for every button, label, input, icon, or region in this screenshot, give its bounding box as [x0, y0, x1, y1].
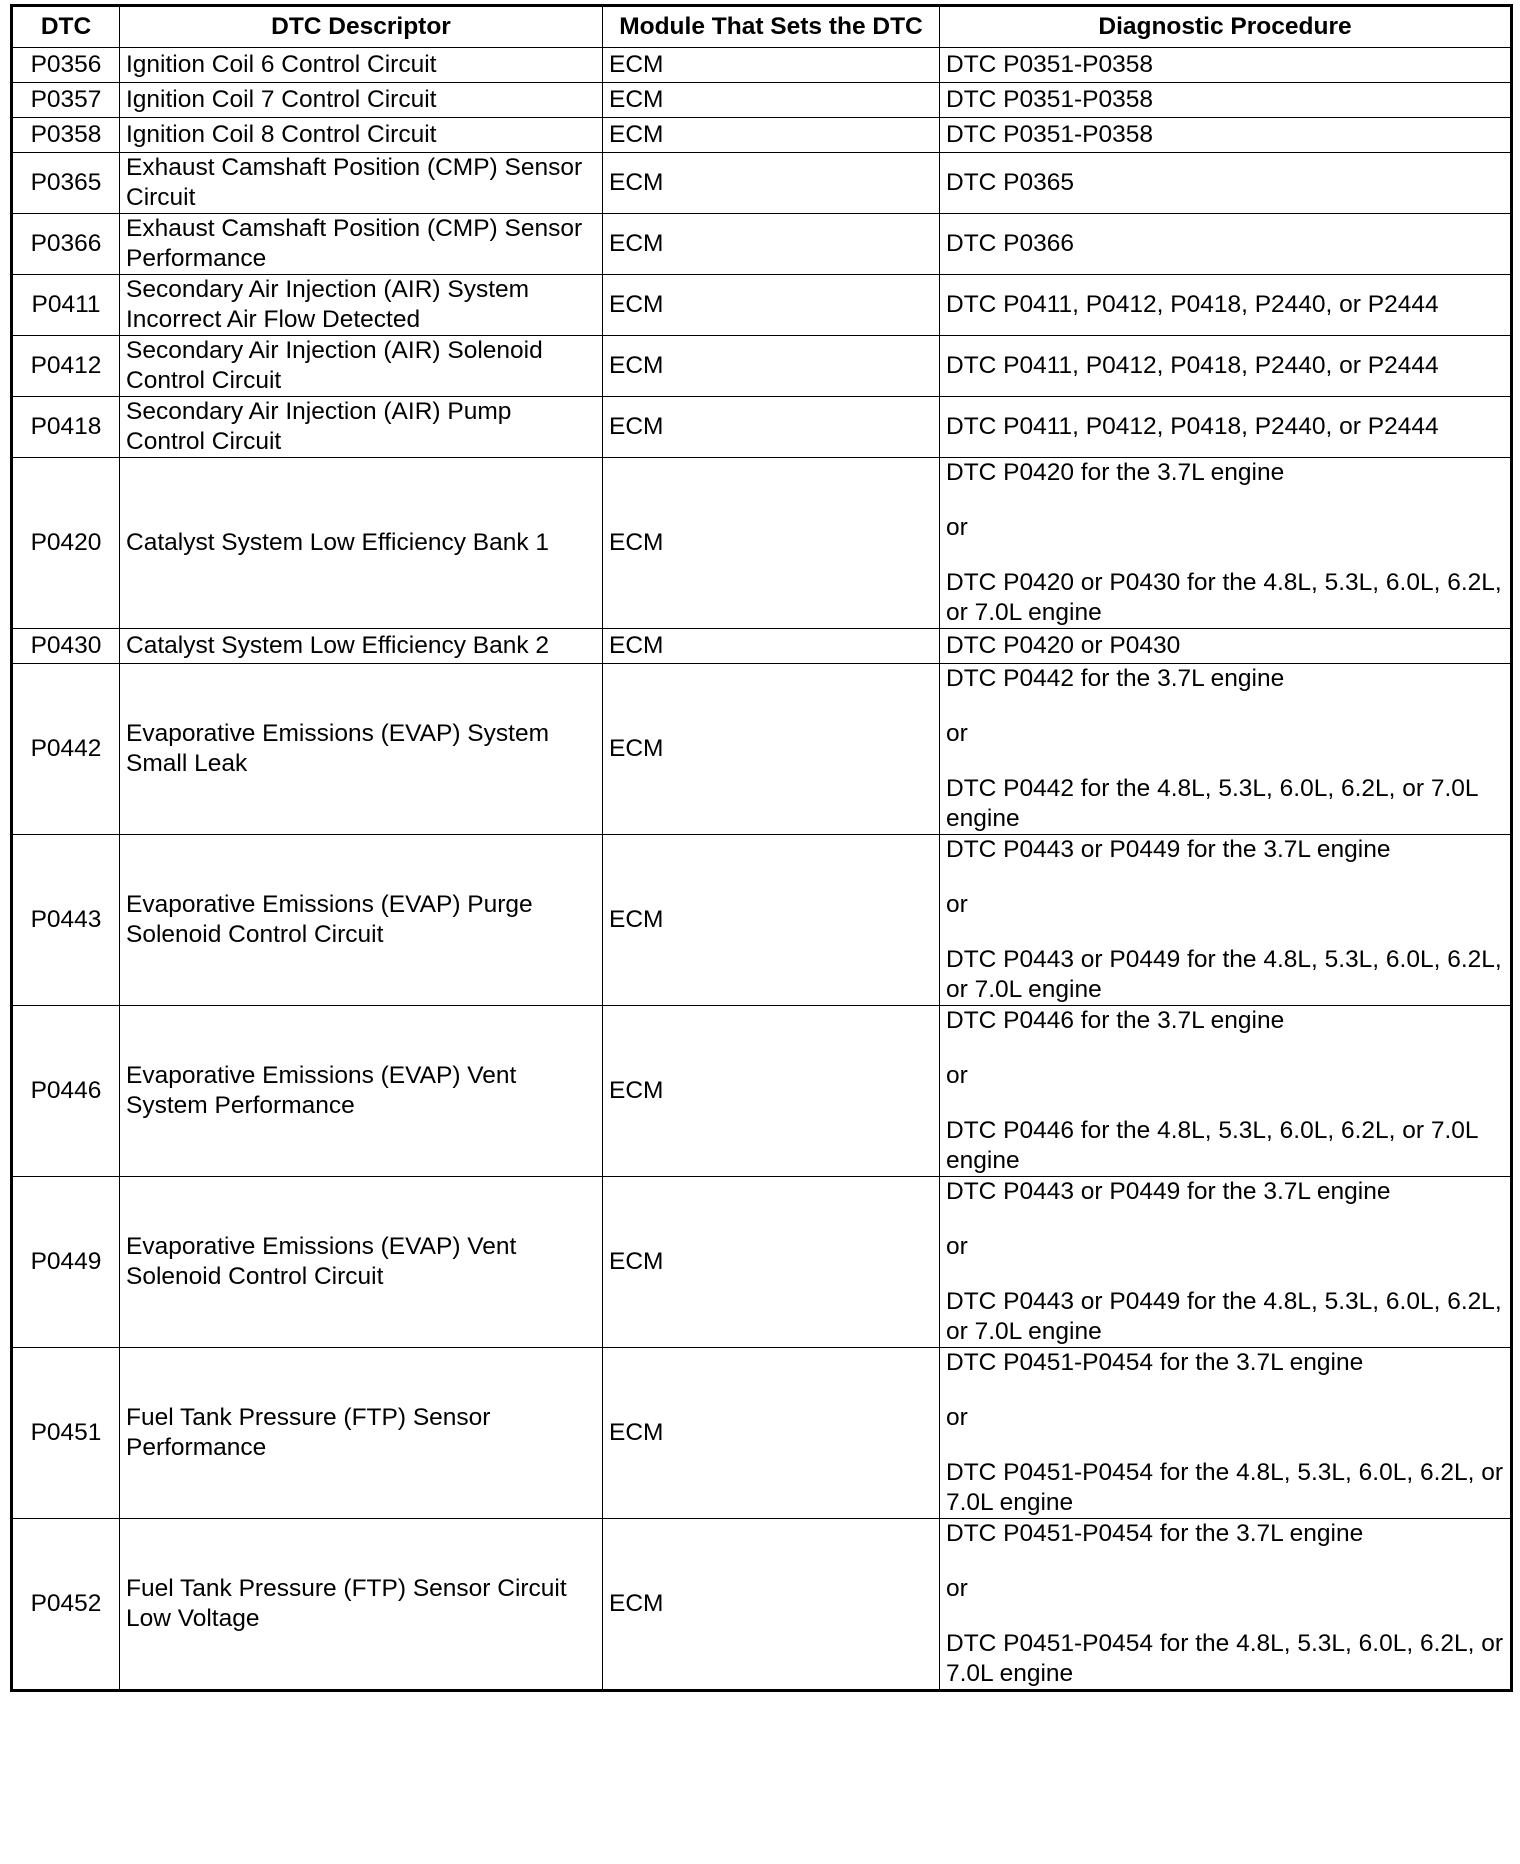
- procedure-line: DTC P0442 for the 3.7L engine: [946, 665, 1285, 692]
- procedure-line: DTC P0420 or P0430: [946, 632, 1181, 659]
- dtc-code-cell: P0357: [12, 83, 120, 118]
- procedure-line: DTC P0420 for the 3.7L engine: [946, 459, 1285, 486]
- paragraph-gap: [946, 1036, 1504, 1061]
- table-row: [12, 1348, 1512, 1519]
- procedure-line: or: [946, 1404, 968, 1431]
- diagnostic-procedure-cell: [940, 397, 1512, 458]
- paragraph-gap: [946, 1262, 1504, 1287]
- paragraph-gap: [946, 488, 1504, 513]
- diagnostic-procedure-cell: [940, 153, 1512, 214]
- table-row: [12, 83, 1512, 118]
- dtc-descriptor-cell: Evaporative Emissions (EVAP) Vent System Performance: [120, 1006, 603, 1177]
- dtc-descriptor-cell: Secondary Air Injection (AIR) System Incorrect Air Flow Detected: [120, 275, 603, 336]
- dtc-code-cell: P0446: [12, 1006, 120, 1177]
- table-row: [12, 397, 1512, 458]
- module-cell: ECM: [603, 1348, 940, 1519]
- procedure-line: DTC P0443 or P0449 for the 3.7L engine: [946, 1178, 1391, 1205]
- dtc-descriptor-cell: Ignition Coil 7 Control Circuit: [120, 83, 603, 118]
- paragraph-gap: [946, 543, 1504, 568]
- module-cell: ECM: [603, 83, 940, 118]
- procedure-line: DTC P0365: [946, 169, 1075, 196]
- dtc-descriptor-cell: Evaporative Emissions (EVAP) Purge Solenoid Control Circuit: [120, 835, 603, 1006]
- diagnostic-procedure-cell: [940, 1519, 1512, 1691]
- dtc-descriptor-cell: Fuel Tank Pressure (FTP) Sensor Performance: [120, 1348, 603, 1519]
- procedure-line: DTC P0351-P0358: [946, 121, 1154, 148]
- dtc-code-cell: P0356: [12, 48, 120, 83]
- paragraph-gap: [946, 1091, 1504, 1116]
- dtc-code-cell: P0411: [12, 275, 120, 336]
- diagnostic-procedure-cell: [940, 1348, 1512, 1519]
- dtc-code-cell: P0418: [12, 397, 120, 458]
- dtc-descriptor-cell: Secondary Air Injection (AIR) Solenoid Control Circuit: [120, 336, 603, 397]
- procedure-line: DTC P0366: [946, 230, 1075, 257]
- table-row: [12, 629, 1512, 664]
- table-row: [12, 153, 1512, 214]
- dtc-code-cell: P0442: [12, 664, 120, 835]
- procedure-line: DTC P0443 or P0449 for the 3.7L engine: [946, 836, 1391, 863]
- paragraph-gap: [946, 1604, 1504, 1629]
- diagnostic-procedure-cell: [940, 664, 1512, 835]
- header-diagnostic-procedure: Diagnostic Procedure: [940, 6, 1512, 48]
- procedure-line: DTC P0351-P0358: [946, 51, 1154, 78]
- diagnostic-procedure-cell: [940, 458, 1512, 629]
- procedure-line: DTC P0446 for the 3.7L engine: [946, 1007, 1285, 1034]
- procedure-line: or: [946, 1233, 968, 1260]
- paragraph-gap: [946, 1549, 1504, 1574]
- dtc-descriptor-cell: Catalyst System Low Efficiency Bank 2: [120, 629, 603, 664]
- module-cell: ECM: [603, 153, 940, 214]
- dtc-descriptor-cell: Secondary Air Injection (AIR) Pump Control Circuit: [120, 397, 603, 458]
- dtc-code-cell: P0452: [12, 1519, 120, 1691]
- paragraph-gap: [946, 694, 1504, 719]
- table-row: [12, 214, 1512, 275]
- dtc-descriptor-cell: Evaporative Emissions (EVAP) Vent Solenoid Control Circuit: [120, 1177, 603, 1348]
- procedure-line: DTC P0443 or P0449 for the 4.8L, 5.3L, 6.0L, 6.2L, or 7.0L engine: [946, 946, 1502, 1003]
- dtc-descriptor-cell: Catalyst System Low Efficiency Bank 1: [120, 458, 603, 629]
- procedure-line: DTC P0446 for the 4.8L, 5.3L, 6.0L, 6.2L, or 7.0L engine: [946, 1117, 1478, 1174]
- paragraph-gap: [946, 1433, 1504, 1458]
- procedure-line: DTC P0451-P0454 for the 3.7L engine: [946, 1349, 1364, 1376]
- table-row: [12, 835, 1512, 1006]
- module-cell: ECM: [603, 275, 940, 336]
- table-body: [12, 48, 1512, 1691]
- paragraph-gap: [946, 1207, 1504, 1232]
- dtc-descriptor-cell: Exhaust Camshaft Position (CMP) Sensor Circuit: [120, 153, 603, 214]
- table-row: [12, 336, 1512, 397]
- table-row: [12, 458, 1512, 629]
- procedure-line: DTC P0451-P0454 for the 4.8L, 5.3L, 6.0L, 6.2L, or 7.0L engine: [946, 1459, 1504, 1516]
- dtc-code-cell: P0366: [12, 214, 120, 275]
- diagnostic-procedure-cell: [940, 214, 1512, 275]
- procedure-line: or: [946, 1062, 968, 1089]
- module-cell: ECM: [603, 458, 940, 629]
- diagnostic-procedure-cell: [940, 118, 1512, 153]
- header-dtc: DTC: [12, 6, 120, 48]
- dtc-code-cell: P0412: [12, 336, 120, 397]
- dtc-code-cell: P0430: [12, 629, 120, 664]
- dtc-descriptor-cell: Exhaust Camshaft Position (CMP) Sensor Performance: [120, 214, 603, 275]
- module-cell: ECM: [603, 629, 940, 664]
- module-cell: ECM: [603, 1177, 940, 1348]
- dtc-code-cell: P0449: [12, 1177, 120, 1348]
- dtc-code-cell: P0365: [12, 153, 120, 214]
- table-row: [12, 1519, 1512, 1691]
- procedure-line: DTC P0411, P0412, P0418, P2440, or P2444: [946, 291, 1439, 318]
- table-row: [12, 118, 1512, 153]
- procedure-line: or: [946, 720, 968, 747]
- module-cell: ECM: [603, 397, 940, 458]
- procedure-line: or: [946, 1575, 968, 1602]
- module-cell: ECM: [603, 835, 940, 1006]
- diagnostic-procedure-cell: [940, 835, 1512, 1006]
- diagnostic-procedure-cell: [940, 83, 1512, 118]
- procedure-line: DTC P0411, P0412, P0418, P2440, or P2444: [946, 352, 1439, 379]
- dtc-table: [10, 4, 1513, 1692]
- procedure-line: DTC P0351-P0358: [946, 86, 1154, 113]
- paragraph-gap: [946, 865, 1504, 890]
- table-header-row: [12, 6, 1512, 48]
- module-cell: ECM: [603, 118, 940, 153]
- table-row: [12, 664, 1512, 835]
- diagnostic-procedure-cell: [940, 629, 1512, 664]
- procedure-line: DTC P0442 for the 4.8L, 5.3L, 6.0L, 6.2L, or 7.0L engine: [946, 775, 1478, 832]
- procedure-line: DTC P0451-P0454 for the 4.8L, 5.3L, 6.0L, 6.2L, or 7.0L engine: [946, 1630, 1504, 1687]
- module-cell: ECM: [603, 48, 940, 83]
- diagnostic-procedure-cell: [940, 1177, 1512, 1348]
- procedure-line: DTC P0411, P0412, P0418, P2440, or P2444: [946, 413, 1439, 440]
- diagnostic-procedure-cell: [940, 1006, 1512, 1177]
- dtc-descriptor-cell: Ignition Coil 6 Control Circuit: [120, 48, 603, 83]
- diagnostic-procedure-cell: [940, 48, 1512, 83]
- module-cell: ECM: [603, 1006, 940, 1177]
- paragraph-gap: [946, 1378, 1504, 1403]
- header-dtc-descriptor: DTC Descriptor: [120, 6, 603, 48]
- dtc-descriptor-cell: Evaporative Emissions (EVAP) System Small Leak: [120, 664, 603, 835]
- table-row: [12, 1006, 1512, 1177]
- dtc-code-cell: P0443: [12, 835, 120, 1006]
- module-cell: ECM: [603, 1519, 940, 1691]
- procedure-line: DTC P0420 or P0430 for the 4.8L, 5.3L, 6.0L, 6.2L, or 7.0L engine: [946, 569, 1502, 626]
- dtc-code-cell: P0451: [12, 1348, 120, 1519]
- procedure-line: DTC P0451-P0454 for the 3.7L engine: [946, 1520, 1364, 1547]
- procedure-line: DTC P0443 or P0449 for the 4.8L, 5.3L, 6.0L, 6.2L, or 7.0L engine: [946, 1288, 1502, 1345]
- table-row: [12, 275, 1512, 336]
- header-module: Module That Sets the DTC: [603, 6, 940, 48]
- dtc-code-cell: P0420: [12, 458, 120, 629]
- diagnostic-procedure-cell: [940, 336, 1512, 397]
- paragraph-gap: [946, 920, 1504, 945]
- module-cell: ECM: [603, 664, 940, 835]
- table-row: [12, 1177, 1512, 1348]
- table-row: [12, 48, 1512, 83]
- dtc-descriptor-cell: Fuel Tank Pressure (FTP) Sensor Circuit Low Voltage: [120, 1519, 603, 1691]
- procedure-line: or: [946, 514, 968, 541]
- dtc-code-cell: P0358: [12, 118, 120, 153]
- dtc-descriptor-cell: Ignition Coil 8 Control Circuit: [120, 118, 603, 153]
- paragraph-gap: [946, 749, 1504, 774]
- procedure-line: or: [946, 891, 968, 918]
- module-cell: ECM: [603, 214, 940, 275]
- module-cell: ECM: [603, 336, 940, 397]
- diagnostic-procedure-cell: [940, 275, 1512, 336]
